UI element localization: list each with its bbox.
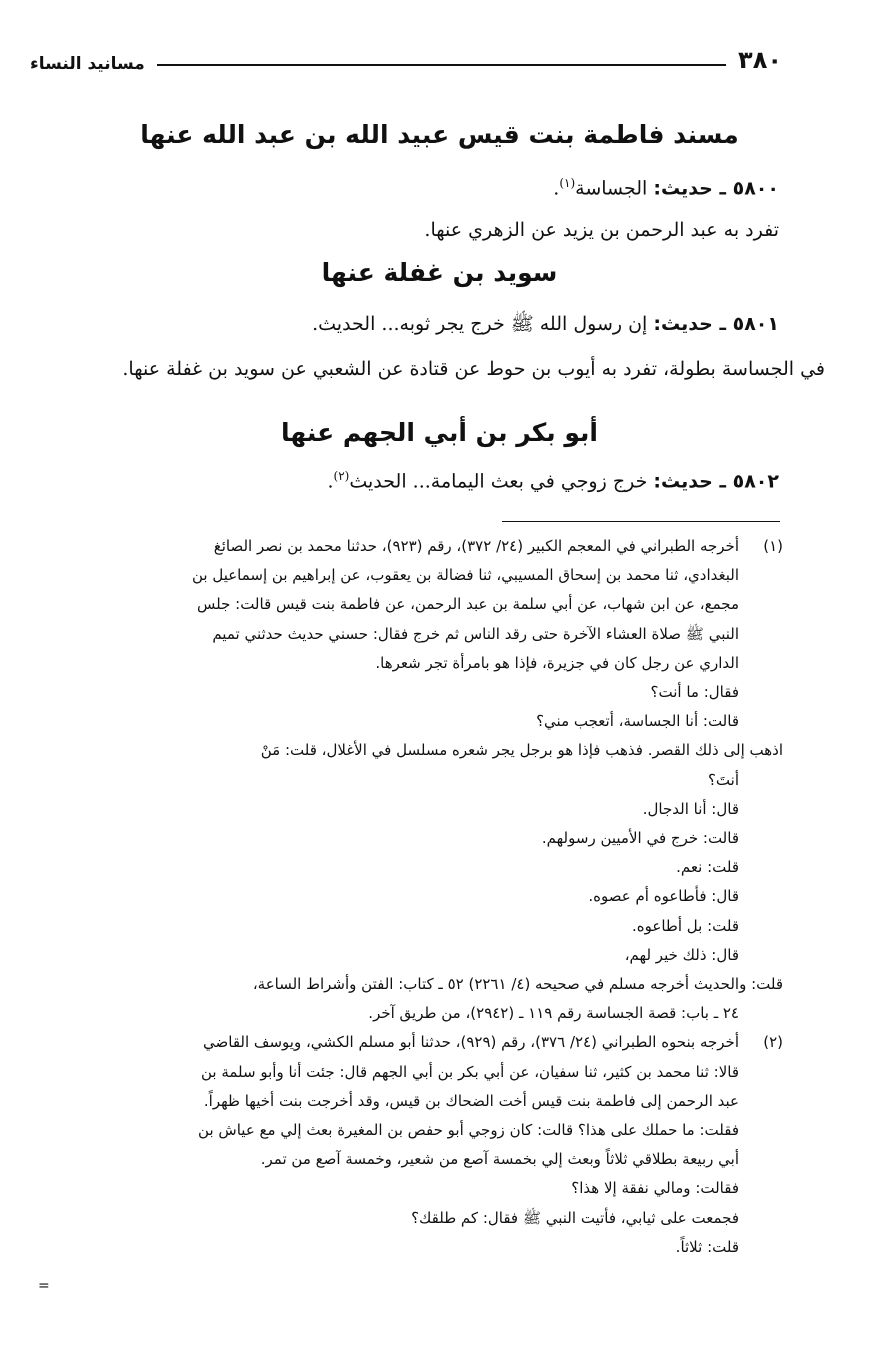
hadith-text: الجساسة: [575, 177, 654, 200]
header-rule: [157, 64, 726, 66]
hadith-number: ٥٨٠١ ـ حديث:: [653, 313, 779, 335]
footnotes: [48, 532, 783, 1262]
footnote-line: فقلت: ما حملك على هذا؟ قالت: كان زوجي أبو حفص بن المغيرة بعث إلي مع عياش بن: [198, 1121, 739, 1140]
section-heading-fatima: مسند فاطمة بنت قيس عبيد الله بن عبد الله عنها: [140, 120, 739, 149]
footnote-1: [48, 532, 783, 678]
page-number: ٣٨٠: [738, 46, 782, 74]
hadith-5802: [40, 459, 779, 498]
footnote-line: قلت: ثلاثاً.: [675, 1237, 739, 1256]
hadith-text: خرج زوجي في بعث اليمامة... الحديث: [349, 470, 654, 493]
hadith-end: .: [327, 470, 334, 493]
footnote-line: البغدادي، ثنا محمد بن إسحاق المسيبي، ثنا فضالة بن يعقوب، عن إبراهيم بن إسماعيل بن: [191, 566, 739, 585]
footnote-2: [48, 1028, 783, 1262]
hadith-end: .: [553, 177, 560, 200]
hadith-5801: [40, 307, 779, 341]
dialog-line: قال: ذلك خير لهم،: [624, 945, 739, 964]
dialog-line: فقال: ما أنت؟: [650, 683, 739, 702]
hadith-number: ٥٨٠٢ ـ حديث:: [653, 470, 779, 493]
footnote-line: مجمع، عن ابن شهاب، عن أبي سلمة بن عبد الرحمن، عن فاطمة بنت قيس قالت: جلس: [197, 595, 739, 614]
footnote-line: الداري عن رجل كان في جزيرة، فإذا هو بامرأة تجر شعرها.: [375, 653, 739, 672]
tafarrud-note: تفرد به عبد الرحمن بن يزيد عن الزهري عنها.: [424, 219, 779, 241]
page-header: [30, 44, 782, 74]
dialog-line: أنتَ؟: [707, 770, 739, 789]
paragraph-5801: في الجساسة بطولة، تفرد به أيوب بن حوط عن قتادة عن الشعبي عن سويد بن غفلة عنها.: [122, 358, 825, 380]
hadith-5800: [40, 166, 779, 205]
footnote-line: أخرجه الطبراني في المعجم الكبير (٢٤/ ٣٧٢)، رقم (٩٢٣)، حدثنا محمد بن نصر الصائغ: [213, 537, 739, 555]
hadith-text: إن رسول الله ﷺ خرج يجر ثوبه... الحديث.: [312, 313, 654, 335]
dialog-line: قالت: خرج في الأميين رسولهم.: [541, 829, 739, 848]
footnote-number: (٢): [763, 1033, 783, 1052]
section-heading-suwayd: سويد بن غفلة عنها: [321, 258, 558, 287]
footnote-ref: (١): [559, 176, 576, 190]
dialog-line: قال: أنا الدجال.: [642, 799, 739, 818]
dialog-line: قلت: نعم.: [676, 858, 739, 877]
dialog-line: قلت: والحديث أخرجه مسلم في صحيحه (٤/ ٢٢٦١) ٥٢ ـ كتاب: الفتن وأشراط الساعة،: [252, 975, 783, 994]
footnote-line: قالا: ثنا محمد بن كثير، ثنا سفيان، عن أبي بكر بن أبي الجهم قال: جئت أنا وأبو سلمة بن: [200, 1062, 739, 1081]
footnote-line: أبي ربيعة بطلاقي ثلاثاً وبعث إلي بخمسة آصع من شعير، وخمسة آصع من تمر.: [260, 1150, 739, 1169]
footnote-line: فجمعت على ثيابي، فأتيت النبي ﷺ فقال: كم طلقك؟: [411, 1208, 739, 1227]
footnote-ref: (٢): [333, 469, 350, 483]
running-title: مسانيد النساء: [30, 54, 145, 74]
hadith-number: ٥٨٠٠ ـ حديث:: [653, 177, 779, 200]
margin-mark: =: [38, 1278, 50, 1294]
footnote-number: (١): [763, 537, 783, 555]
dialog-line: قلت: بل أطاعوه.: [632, 916, 739, 935]
dialog-line: قالت: أنا الجساسة، أتعجب مني؟: [536, 712, 739, 731]
footnote-separator: [502, 521, 780, 522]
dialog-line: اذهب إلى ذلك القصر. فذهب فإذا هو برجل يجر شعره مسلسل في الأغلال، قلت: مَنْ: [260, 741, 783, 760]
footnote-line: النبي ﷺ صلاة العشاء الآخرة حتى رقد الناس ثم خرج فقال: حسني حديث حدثني تميم: [212, 624, 739, 643]
section-heading-abu-bakr: أبو بكر بن أبي الجهم عنها: [280, 418, 599, 447]
dialog-line: قال: فأطاعوه أم عصوه.: [588, 887, 739, 906]
footnote-line: أخرجه بنحوه الطبراني (٢٤/ ٣٧٦)، رقم (٩٢٩)، حدثنا أبو مسلم الكشي، ويوسف القاضي: [203, 1033, 739, 1052]
dialog-line: ٢٤ ـ باب: قصة الجساسة رقم ١١٩ ـ (٢٩٤٢)، من طريق آخر.: [368, 1004, 739, 1023]
footnote-line: عبد الرحمن إلى فاطمة بنت قيس أخت الضحاك بن قيس، وقد أخرجت بنت أخيها ظهراً.: [203, 1091, 739, 1110]
footnote-1-dialog: [48, 678, 783, 1028]
footnote-line: فقالت: ومالي نفقة إلا هذا؟: [571, 1179, 739, 1198]
